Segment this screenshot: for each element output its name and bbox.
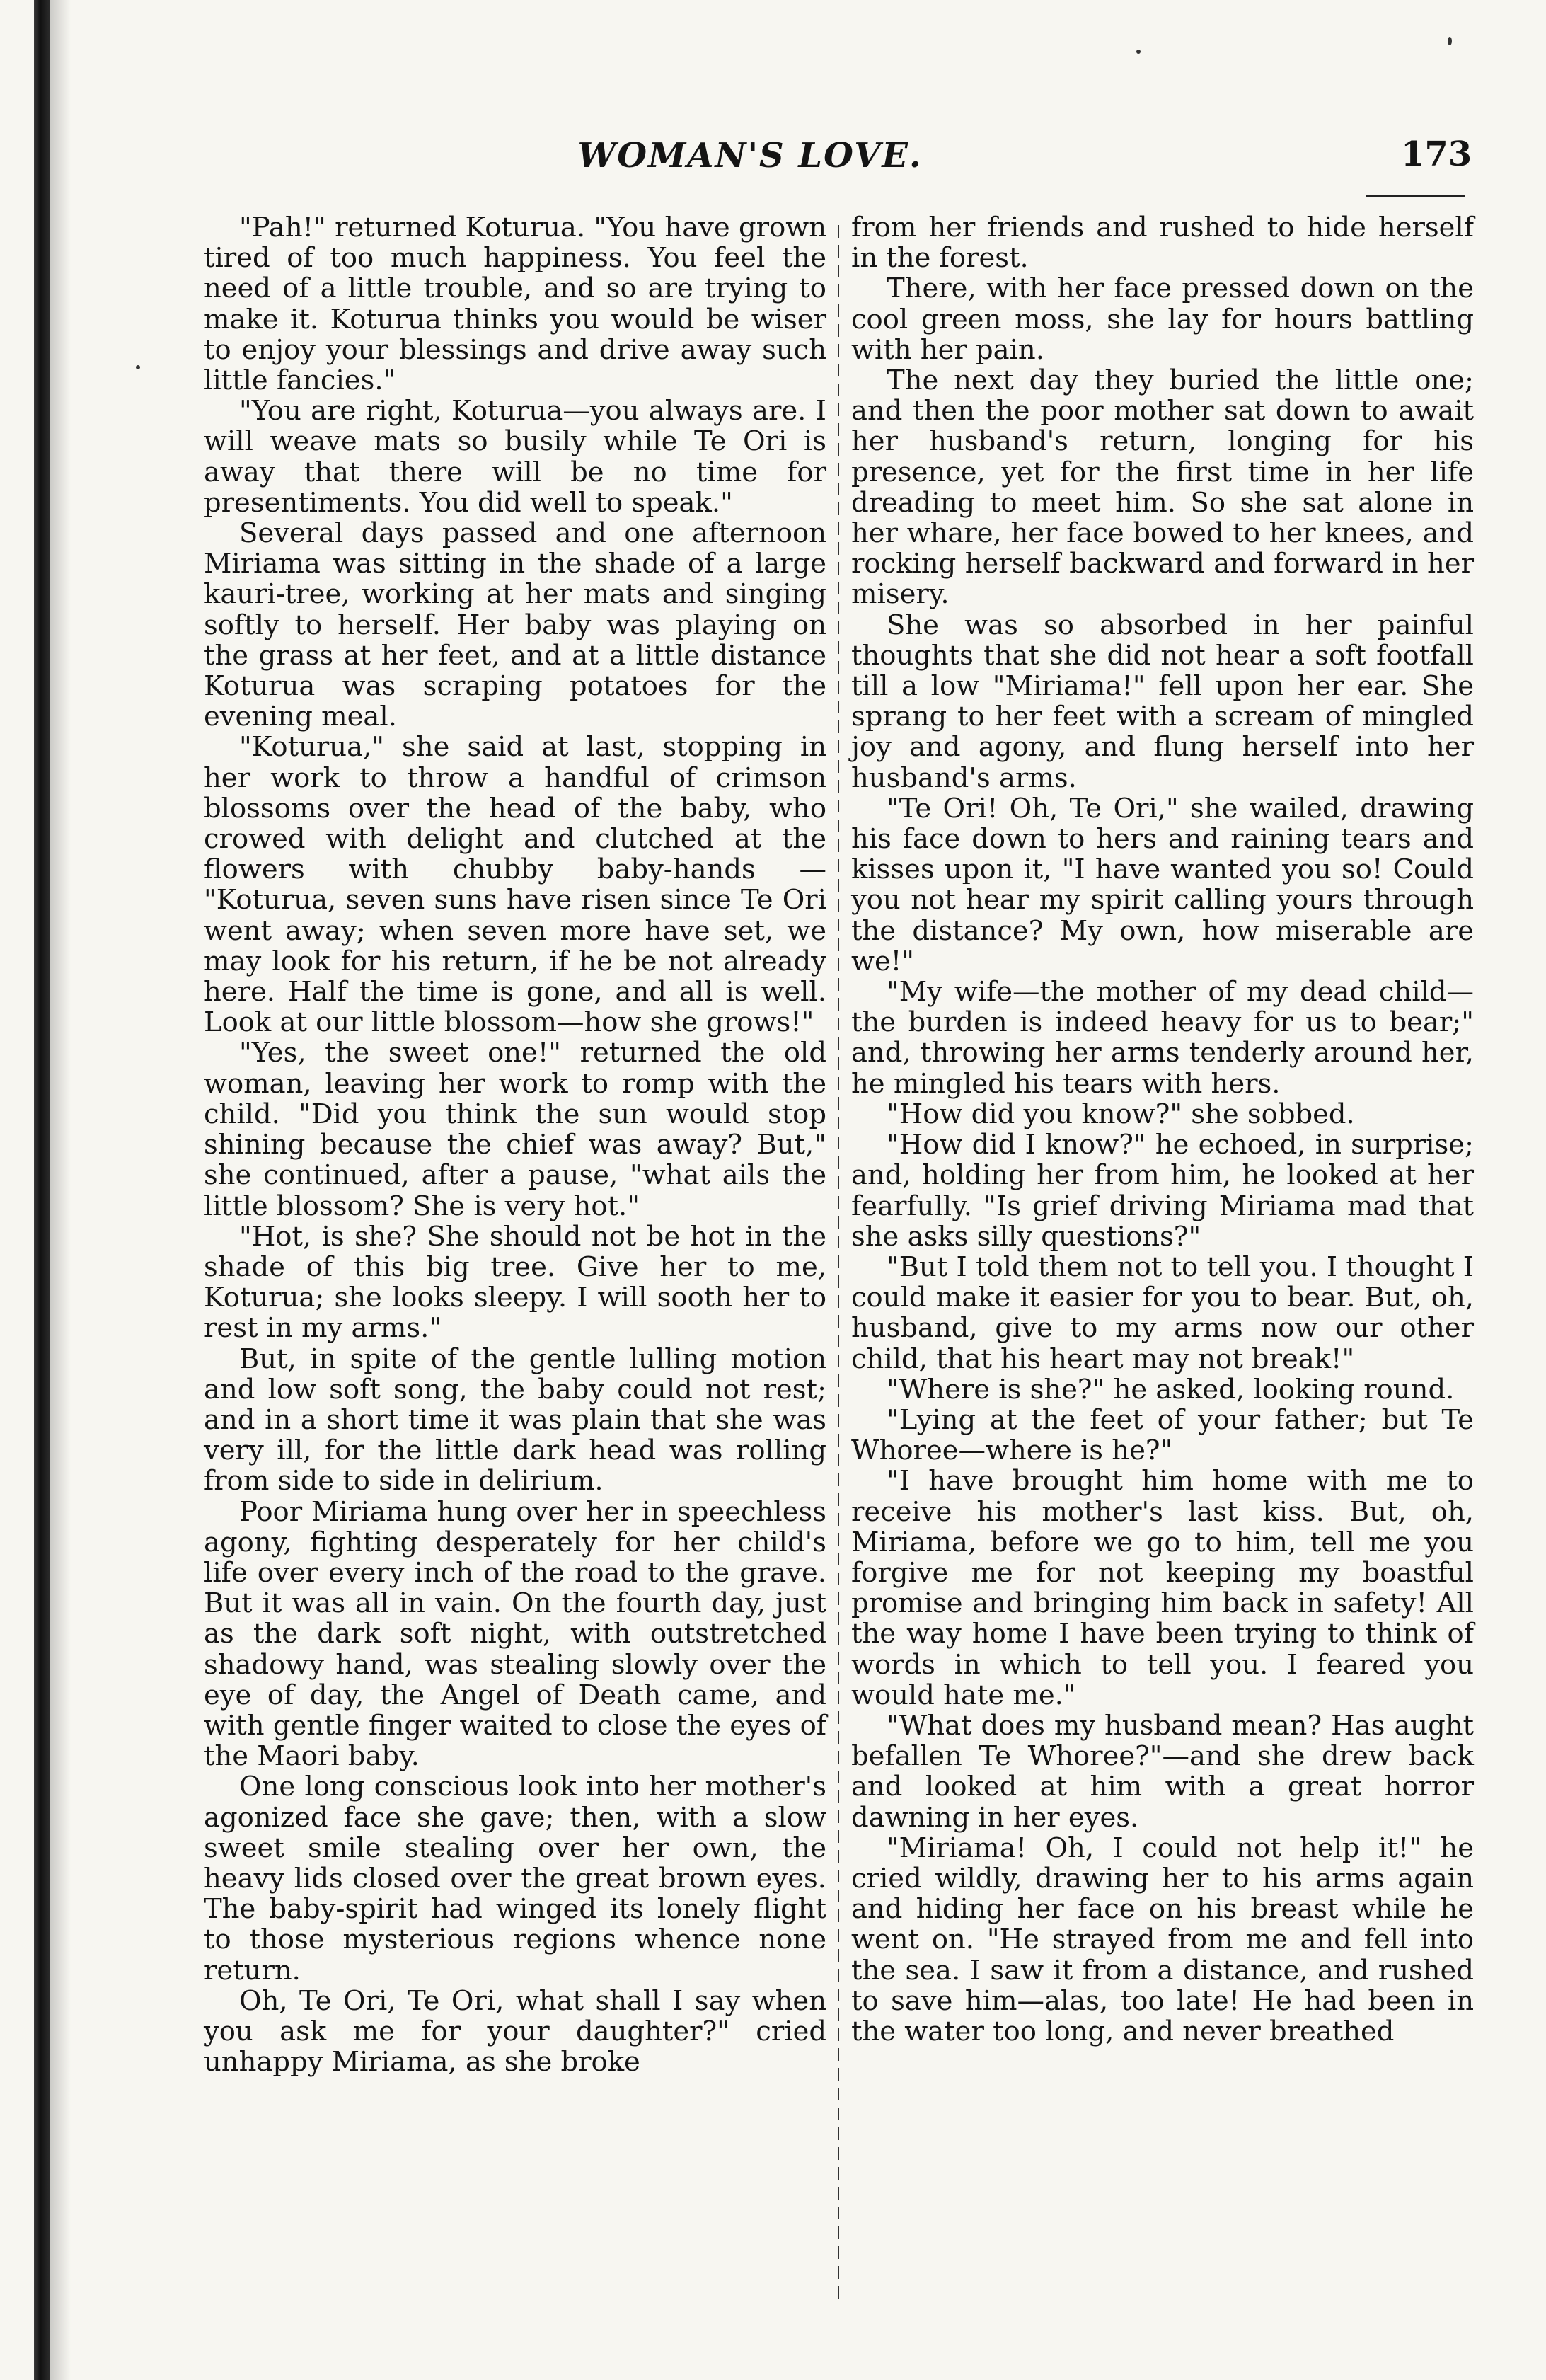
paragraph: Several days passed and one afternoon Miriama was sitting in the shade of a large kauri-tree, working at her mats and singing softly to herself. Her baby was playing on the grass at her feet, and at a little distance Koturua was scraping potatoes for the evening meal. [204,517,826,733]
page-number: 173 [1401,134,1472,174]
paragraph: from her friends and rushed to hide herself in the forest. [851,212,1474,275]
paragraph: Poor Miriama hung over her in speechless agony, fighting desperately for her child's life over every inch of the road to the grave. But it was all in vain. On the fourth day, just as the dark soft night, with outstretched shadowy hand, was stealing slowly over the eye of day, the Angel of Death came, and with gentle finger waited to close the eyes of the Maori baby. [204,1495,826,1773]
paragraph: "Miriama! Oh, I could not help it!" he cried wildly, drawing her to his arms again and hiding her face on his breast while he went on. "He strayed from me and fell into the sea. I saw it from a distance, and rushed to save him—alas, too late! He had been in the water too long, and never breathed [851,1832,1474,2047]
paragraph: "Lying at the feet of your father; but Te Whoree—where is he?" [851,1403,1474,1467]
paragraph: She was so absorbed in her painful thoughts that she did not hear a soft footfall till a low "Miriama!" fell upon her ear. She sprang to her feet with a scream of mingled joy and agony, and flung herself into her husband's arms. [851,609,1474,794]
paragraph: "My wife—the mother of my dead child—the burden is indeed heavy for us to bear;" and, throwing her arms tenderly around her, he mingled his tears with hers. [851,976,1474,1100]
gutter-shadow [50,0,71,2380]
paragraph: "But I told them not to tell you. I thought I could make it easier for you to bear. But, oh, husband, give to my arms now our other child, that his heart may not break!" [851,1251,1474,1375]
print-speck [136,365,140,369]
paragraph: "How did I know?" he echoed, in surprise; and, holding her from him, he looked at her fearfully. "Is grief driving Miriama mad that she asks silly questions?" [851,1129,1474,1253]
paragraph: "How did you know?" she sobbed. [887,1098,1355,1130]
print-speck [1448,37,1452,45]
paragraph: "Hot, is she? She should not be hot in the shade of this big tree. Give her to me, Koturua; she looks sleepy. I will sooth her to rest in my arms." [204,1220,826,1345]
paragraph: There, with her face pressed down on the cool green moss, she lay for hours battling with her pain. [851,272,1474,366]
left-text-column [204,212,826,2077]
paragraph: "You are right, Koturua—you always are. I will weave mats so busily while Te Ori is away that there will be no time for presentiments. You did well to speak." [204,395,826,519]
running-header-title: WOMAN'S LOVE. [577,136,923,176]
paragraph: The next day they buried the little one; and then the poor mother sat down to await her husband's return, longing for his presence, yet for the first time in her life dreading to meet him. So she sat alone in her whare, her face bowed to her knees, and rocking herself backward and forward in her misery. [851,364,1474,611]
paragraph: "Koturua," she said at last, stopping in her work to throw a handful of crimson blossoms over the head of the baby, who crowed with delight and clutched at the flowers with chubby baby-hands — "Koturua, seven suns have risen since Te Ori went away; when seven more have set, we may look for his return, if he be not already here. Half the time is gone, and all is well. Look at our little blossom—how she grows!" [204,731,826,1039]
paragraph: "Yes, the sweet one!" returned the old woman, leaving her work to romp with the child. "Did you think the sun would stop shining because the chief was away? But," she continued, after a pause, "what ails the little blossom? She is very hot." [204,1037,826,1222]
right-text-column [851,212,1474,2047]
paragraph: One long conscious look into her mother's agonized face she gave; then, with a slow sweet smile stealing over her own, the heavy lids closed over the great brown eyes. The baby-spirit had winged its lonely flight to those mysterious regions whence none return. [204,1771,826,1987]
book-binding-edge [34,0,50,2380]
paragraph: Oh, Te Ori, Te Ori, what shall I say when you ask me for your daughter?" cried unhappy Miriama, as she broke [204,1984,826,2079]
paragraph: "I have brought him home with me to receive his mother's last kiss. But, oh, Miriama, before we go to him, tell me you forgive me for not keeping my boastful promise and bringing him back in safety! All the way home I have been trying to think of words in which to tell you. I feared you would hate me." [851,1465,1474,1711]
page-number-rule [1366,195,1465,197]
paragraph: "Where is she?" he asked, looking round. [887,1373,1455,1405]
paragraph: "Te Ori! Oh, Te Ori," she wailed, drawing his face down to hers and raining tears and kisses upon it, "I have wanted you so! Could you not hear my spirit calling yours through the distance? My own, how miserable are we!" [851,792,1474,977]
paragraph: But, in spite of the gentle lulling motion and low soft song, the baby could not rest; and in a short time it was plain that she was very ill, for the little dark head was rolling from side to side in delirium. [204,1343,826,1497]
paragraph: "What does my husband mean? Has aught befallen Te Whoree?"—and she drew back and looked at him with a great horror dawning in her eyes. [851,1709,1474,1834]
column-divider [838,225,839,2299]
paragraph: "Pah!" returned Koturua. "You have grown tired of too much happiness. You feel the need of a little trouble, and so are trying to make it. Koturua thinks you would be wiser to enjoy your blessings and drive away such little fancies." [204,212,826,397]
print-speck [1136,50,1141,54]
